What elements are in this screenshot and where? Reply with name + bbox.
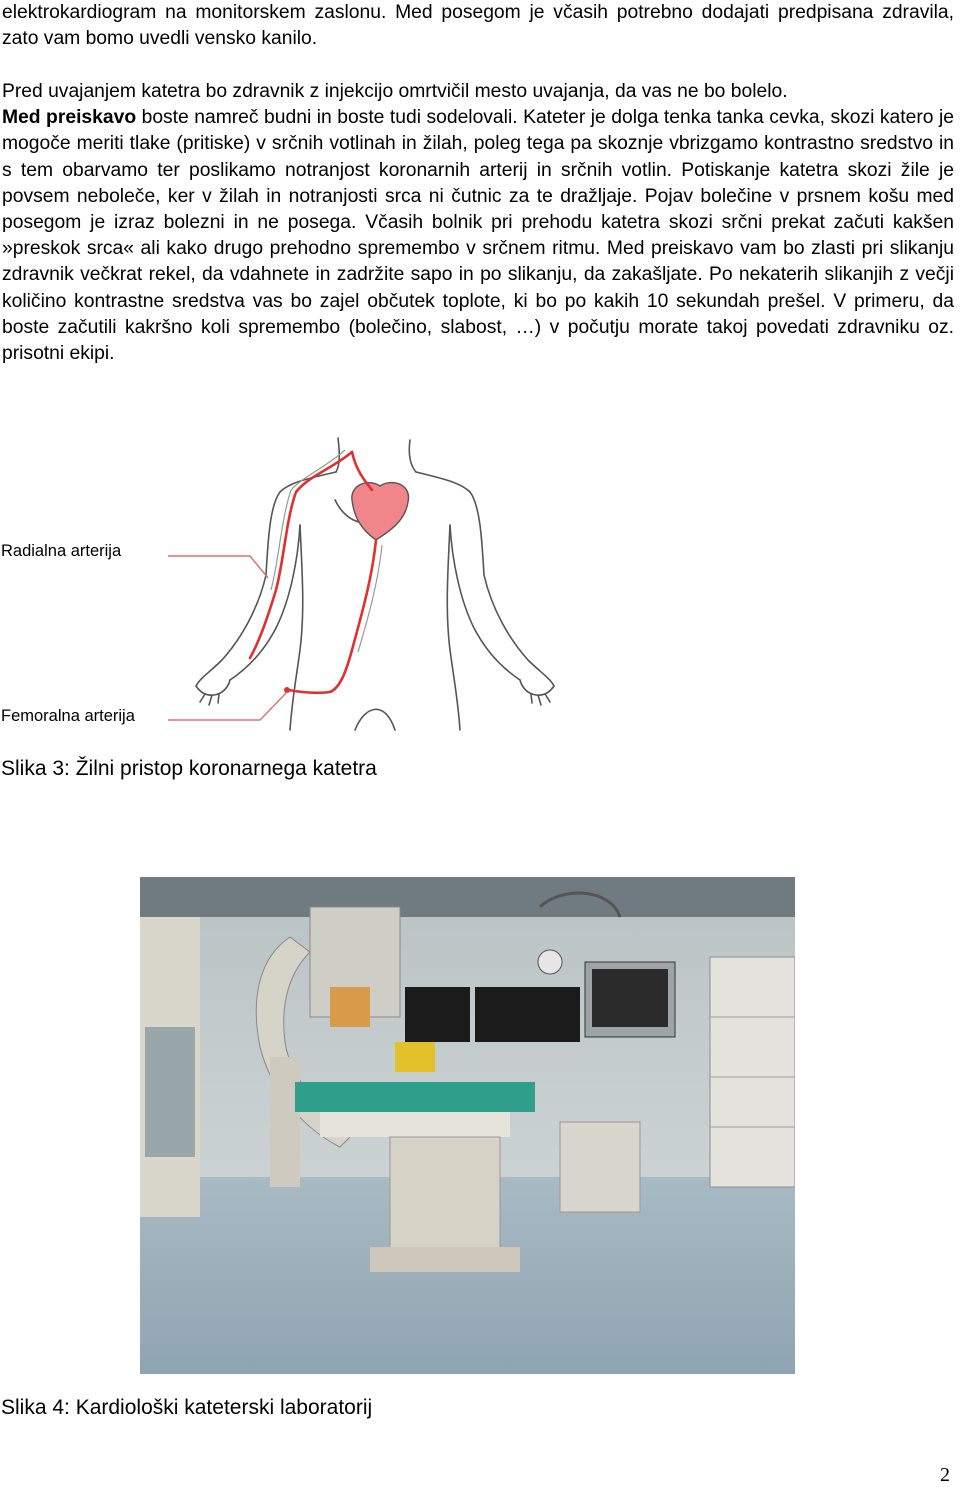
figure-3-caption: Slika 3: Žilni pristop koronarnega katetra	[1, 757, 377, 780]
label-femoral-artery: Femoralna arterija	[1, 707, 135, 725]
label-radial-artery: Radialna arterija	[1, 542, 122, 560]
body-outline	[196, 438, 554, 730]
catheter-lab-photo	[140, 877, 795, 1374]
paragraph-lead: Pred uvajanjem katetra bo zdravnik z injekcijo omrtvičil mesto uvajanja, da vas ne bo bolelo.	[2, 81, 788, 102]
page-number: 2	[940, 1464, 950, 1486]
paragraph-procedure	[2, 79, 954, 367]
heart-shape	[352, 483, 409, 540]
paragraph-intro: elektrokardiogram na monitorskem zaslonu. Med posegom je včasih potrebno dodajati predpisana zdravila, zato vam bomo uvedli vensko kanilo.	[2, 2, 954, 50]
label-leaders	[168, 556, 287, 720]
bold-phrase: Med preiskavo	[2, 107, 137, 129]
paragraph-body: boste namreč budni in boste tudi sodelovali. Kateter je dolga tenka tanka cevka, skozi katero je mogoče meriti tlake (pritiske) v srčnih votlinah in žilah, poleg tega pa skoznje vbrizgamo kontrastno sredstvo in s tem obarvamo ter poslikamo notranjost koronarnih arterij in srčnih votlin. Potiskanje katetra skozi žile je povsem neboleče, ker v žilah in notranjosti srca ni čutnic za te dražljaje. Pojav bolečine v prsnem košu med posegom je izraz bolezni in ne posega. Včasih bolnik pri prehodu katetra skozi srčni prekat začuti kakšen »preskok srca« ali kako drugo prehodno spremembo v srčnem ritmu. Med preiskavo vam bo zlasti pri slikanju zdravnik večkrat rekel, da vdahnete in zadržite sapo in po slikanju, da zakašljate. Po nekaterih slikanjih z večji količino kontrastne sredstva vas bo zajel občutek toplote, ki bo po kakih 10 sekundah prešel. V primeru, da boste začutili kakršno koli spremembo (bolečino, slabost, …) v počutju morate takoj povedati zdravniku oz. prisotni ekipi.	[2, 107, 954, 365]
catheter-access-diagram	[0, 420, 960, 750]
figure-4-caption: Slika 4: Kardiološki kateterski laboratorij	[1, 1396, 373, 1419]
